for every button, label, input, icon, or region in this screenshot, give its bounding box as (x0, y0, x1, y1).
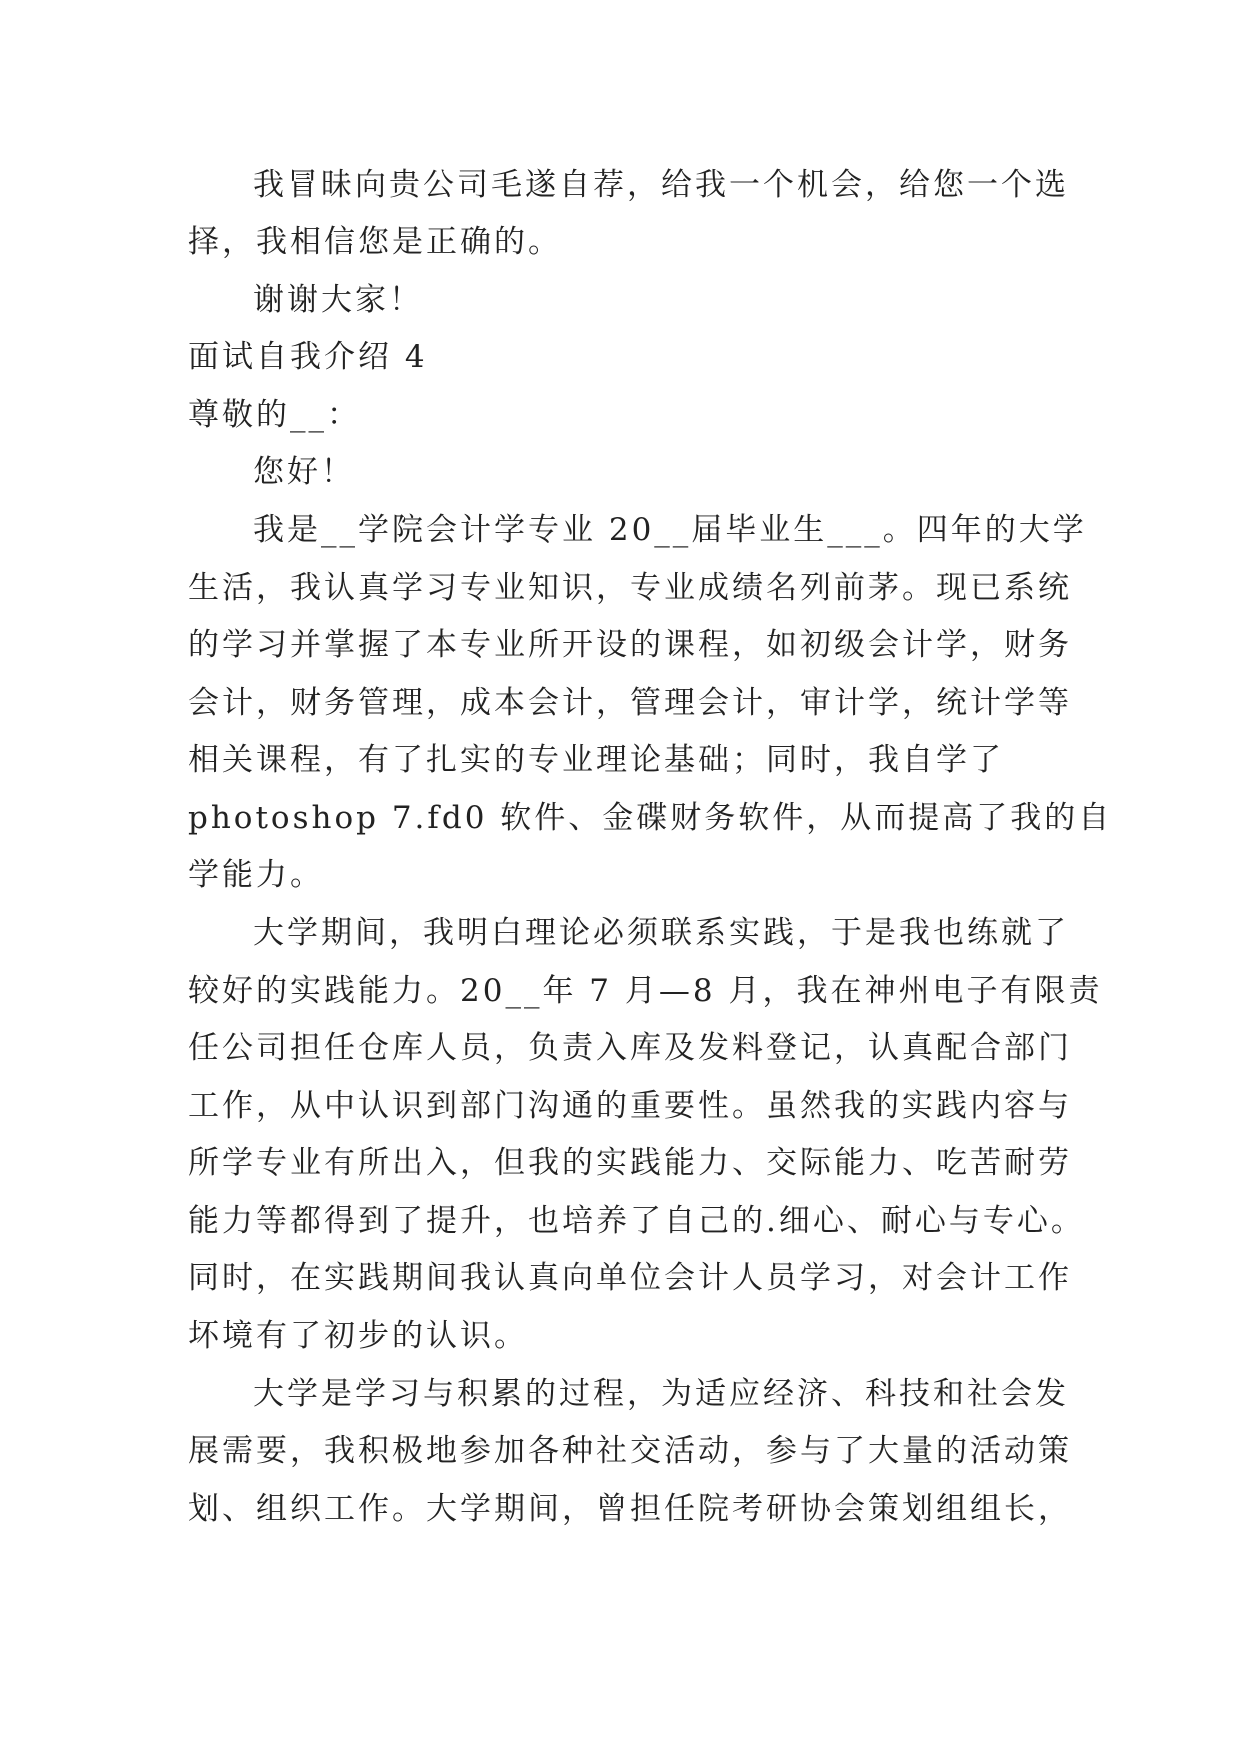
text-line: photoshop 7.fd0 软件、金碟财务软件，从而提高了我的自 (188, 800, 1113, 836)
text-line: 所学专业有所出入，但我的实践能力、交际能力、吃苦耐劳 (188, 1145, 1072, 1181)
text-line: 我是__学院会计学专业 20__届毕业生___。四年的大学 (253, 512, 1087, 548)
text-line: 择，我相信您是正确的。 (188, 224, 562, 260)
text-line: 的学习并掌握了本专业所开设的课程，如初级会计学，财务 (188, 627, 1072, 663)
text-line: 展需要，我积极地参加各种社交活动，参与了大量的活动策 (188, 1433, 1072, 1469)
text-line: 划、组织工作。大学期间，曾担任院考研协会策划组组长， (188, 1491, 1072, 1527)
text-line: 较好的实践能力。20__年 7 月—8 月，我在神州电子有限责 (188, 973, 1103, 1009)
salutation: 尊敬的__： (188, 397, 361, 433)
text-line: 谢谢大家！ (253, 282, 423, 318)
text-line: 生活，我认真学习专业知识，专业成绩名列前茅。现已系统 (188, 570, 1072, 606)
text-line: 大学期间，我明白理论必须联系实践，于是我也练就了 (253, 915, 1069, 951)
text-line: 工作，从中认识到部门沟通的重要性。虽然我的实践内容与 (188, 1088, 1072, 1124)
text-line: 同时，在实践期间我认真向单位会计人员学习，对会计工作 (188, 1260, 1072, 1296)
text-line: 任公司担任仓库人员，负责入库及发料登记，认真配合部门 (188, 1030, 1072, 1066)
text-line: 坏境有了初步的认识。 (188, 1318, 528, 1354)
greeting: 您好！ (253, 454, 355, 490)
text-line: 相关课程，有了扎实的专业理论基础；同时，我自学了 (188, 742, 1004, 778)
text-line: 会计，财务管理，成本会计，管理会计，审计学，统计学等 (188, 685, 1072, 721)
text-line: 我冒昧向贵公司毛遂自荐，给我一个机会，给您一个选 (253, 167, 1069, 203)
text-line: 大学是学习与积累的过程，为适应经济、科技和社会发 (253, 1376, 1069, 1412)
text-line: 能力等都得到了提升，也培养了自己的.细心、耐心与专心。 (188, 1203, 1085, 1239)
section-heading: 面试自我介绍 4 (188, 339, 428, 375)
text-line: 学能力。 (188, 857, 324, 893)
